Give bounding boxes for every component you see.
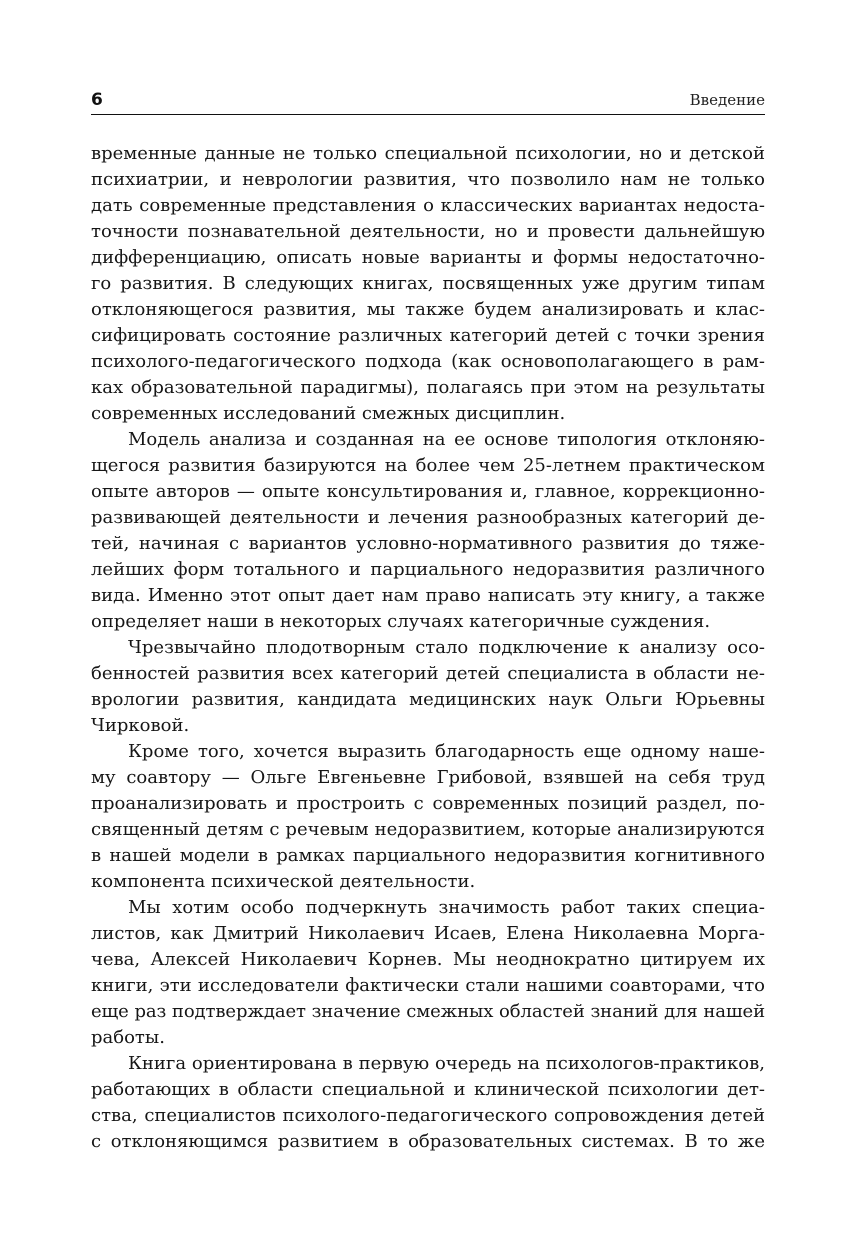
page-number: 6 — [91, 90, 103, 110]
text-line: работы. — [91, 1027, 165, 1048]
text-line: дать современные представления о классических вариантах недоста- — [91, 195, 765, 216]
text-line: развивающей деятельности и лечения разнообразных категорий де- — [91, 507, 765, 528]
text-line: лейших форм тотального и парциального недоразвития различного — [91, 559, 765, 580]
text-line: врологии развития, кандидата медицинских наук Ольги Юрьевны — [91, 689, 765, 710]
text-line: бенностей развития всех категорий детей специалиста в области не- — [91, 663, 765, 684]
text-line: современных исследований смежных дисциплин. — [91, 403, 566, 424]
text-line: Чрезвычайно плодотворным стало подключение к анализу осо- — [128, 637, 765, 658]
body-text — [91, 141, 765, 1155]
text-line: вида. Именно этот опыт дает нам право написать эту книгу, а также — [91, 585, 765, 606]
text-line: в нашей модели в рамках парциального недоразвития когнитивного — [91, 845, 765, 866]
text-line: го развития. В следующих книгах, посвященных уже другим типам — [91, 273, 765, 294]
header-rule — [91, 114, 765, 115]
text-line: чева, Алексей Николаевич Корнев. Мы неоднократно цитируем их — [91, 949, 765, 970]
text-line: отклоняющегося развития, мы также будем анализировать и клас- — [91, 299, 765, 320]
text-line: ства, специалистов психолого-педагогического сопровождения детей — [91, 1105, 765, 1126]
text-line: Книга ориентирована в первую очередь на психологов-практиков, — [128, 1053, 765, 1074]
text-line: психолого-педагогического подхода (как основополагающего в рам- — [91, 351, 765, 372]
text-line: еще раз подтверждает значение смежных областей знаний для нашей — [91, 1001, 765, 1022]
text-line: временные данные не только специальной психологии, но и детской — [91, 143, 765, 164]
text-line: листов, как Дмитрий Николаевич Исаев, Елена Николаевна Морга- — [91, 923, 765, 944]
text-line: Кроме того, хочется выразить благодарность еще одному нашe- — [128, 741, 765, 762]
section-title: Введение — [689, 91, 765, 109]
text-line: точности познавательной деятельности, но и провести дальнейшую — [91, 221, 765, 242]
text-line: Модель анализа и созданная на ее основе типология отклоняю- — [128, 429, 765, 450]
text-line: работающих в области специальной и клинической психологии дет- — [91, 1079, 765, 1100]
text-line: священный детям с речевым недоразвитием, которые анализируются — [91, 819, 765, 840]
text-line: компонента психической деятельности. — [91, 871, 476, 892]
text-line: сифицировать состояние различных категорий детей с точки зрения — [91, 325, 765, 346]
running-head — [91, 88, 765, 112]
text-line: определяет наши в некоторых случаях категоричные суждения. — [91, 611, 711, 632]
text-line: му соавтору — Ольге Евгеньевне Грибовой, взявшей на себя труд — [91, 767, 765, 788]
text-line: книги, эти исследователи фактически стали нашими соавторами, что — [91, 975, 765, 996]
text-line: с отклоняющимся развитием в образовательных системах. В то же — [91, 1131, 765, 1152]
text-line: Мы хотим особо подчеркнуть значимость работ таких специа- — [128, 897, 765, 918]
text-line: тей, начиная с вариантов условно-нормативного развития до тяже- — [91, 533, 765, 554]
text-line: проанализировать и простроить с современных позиций раздел, по- — [91, 793, 765, 814]
text-line: щегося развития базируются на более чем 25-летнем практическом — [91, 455, 765, 476]
text-line: дифференциацию, описать новые варианты и формы недостаточно- — [91, 247, 765, 268]
text-line: психиатрии, и неврологии развития, что позволило нам не только — [91, 169, 765, 190]
text-line: опыте авторов — опыте консультирования и, главное, коррекционно- — [91, 481, 765, 502]
text-line: ках образовательной парадигмы), полагаясь при этом на результаты — [91, 377, 765, 398]
text-line: Чирковой. — [91, 715, 190, 736]
